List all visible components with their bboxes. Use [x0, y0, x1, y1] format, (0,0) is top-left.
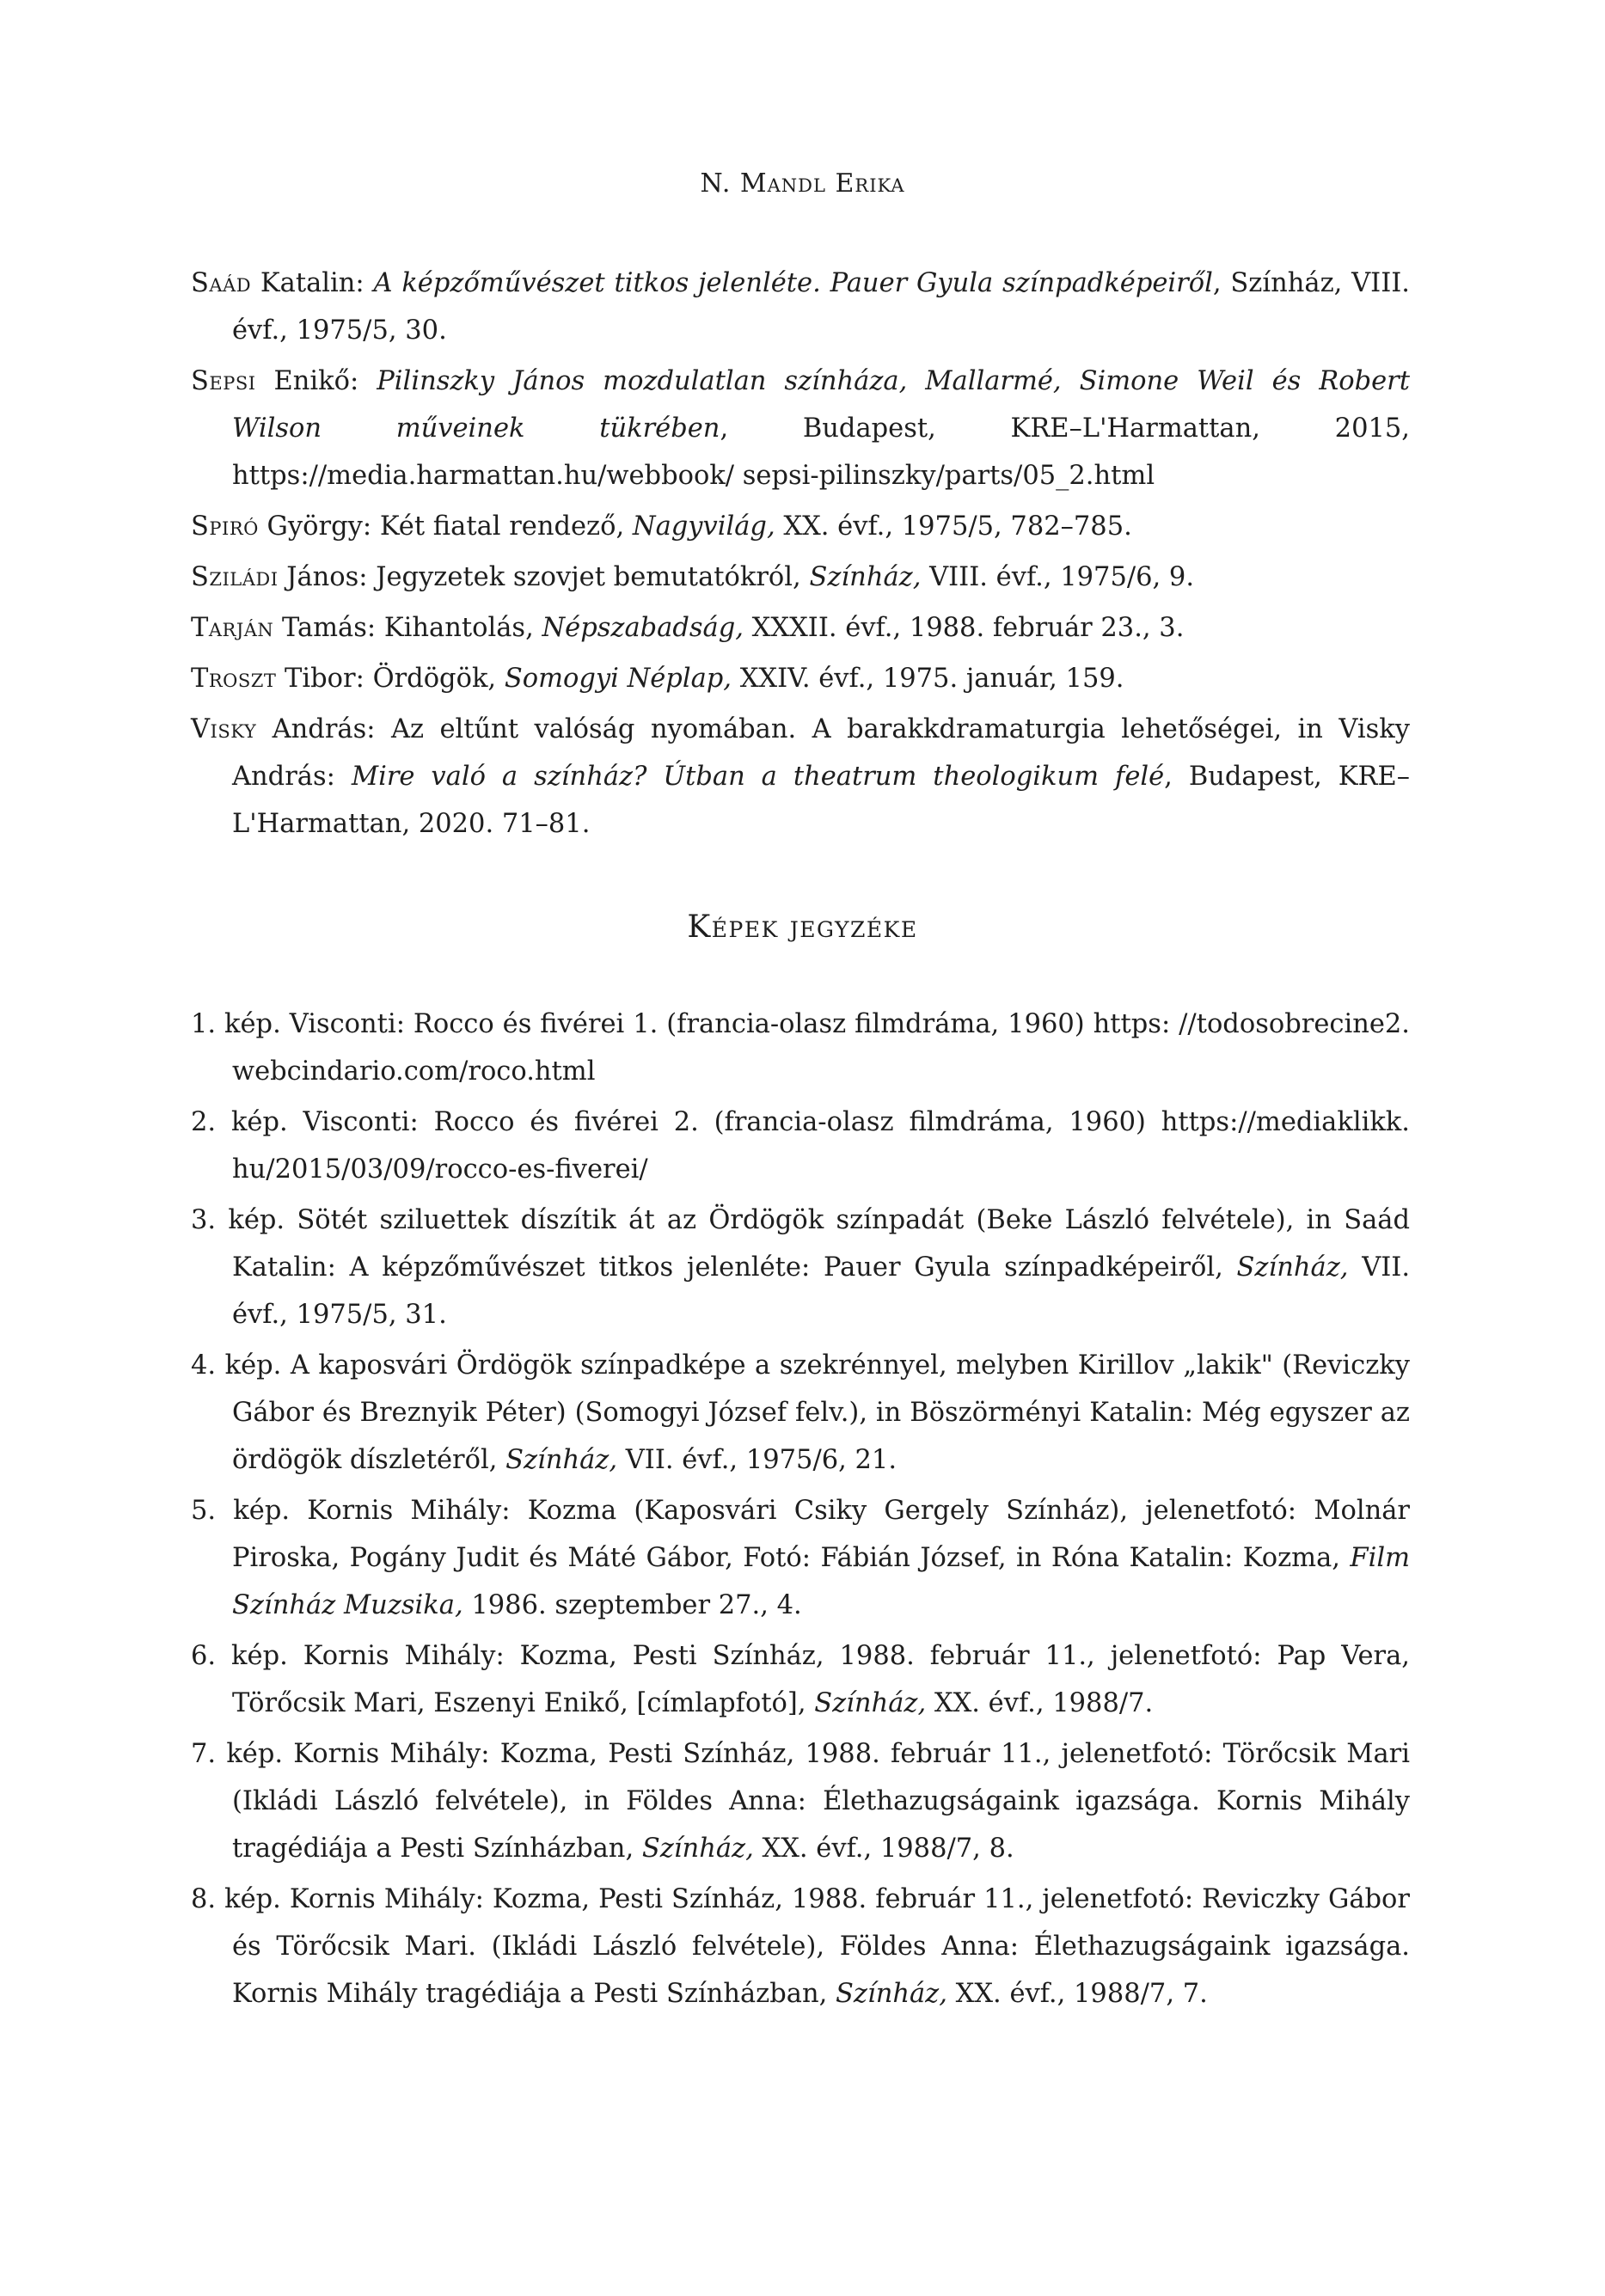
- italic-title: Színház,: [1236, 1252, 1349, 1283]
- italic-title: A képzőművészet titkos jelenléte. Pauer Gyula színpadképeiről: [373, 268, 1213, 298]
- bibliography-entry: [191, 358, 1410, 499]
- bibliography-entry: [191, 503, 1410, 550]
- italic-title: Színház,: [835, 1979, 947, 2009]
- entry-text: Enikő:: [255, 366, 377, 396]
- italic-title: Színház,: [505, 1445, 618, 1475]
- entry-text: XXIV. évf., 1975. január, 159.: [732, 664, 1124, 694]
- italic-title: Somogyi Néplap,: [504, 664, 732, 694]
- figure-entry: [191, 1632, 1410, 1727]
- italic-title: Pilinszky János mozdulatlan színháza, Mallarmé, Simone Weil és Robert Wilson műveinek tükrében: [232, 366, 1410, 444]
- author-surname: Tarján: [191, 613, 274, 643]
- entry-text: 7. kép. Kornis Mihály: Kozma, Pesti Színház, 1988. február 11., jelenetfotó: Törőcsik Mari (Ikládi László felvétele), in Földes Anna: Élethazugságaink igazsága. Kornis Mihály tragédiája a Pesti Színházban,: [191, 1739, 1410, 1864]
- figures-list: [191, 1001, 1410, 2021]
- running-head: N. Mandl Erika: [700, 168, 905, 199]
- author-surname: Sepsi: [191, 366, 256, 396]
- entry-text: , Színház, VIII. évf., 1975/5, 30.: [232, 268, 1410, 346]
- figure-entry: [191, 1876, 1410, 2017]
- figure-entry: [191, 1730, 1410, 1872]
- figure-entry: [191, 1342, 1410, 1484]
- author-surname: Sziládi: [191, 562, 279, 592]
- italic-title: Film Színház Muzsika,: [232, 1543, 1410, 1620]
- section-title: Képek jegyzéke: [687, 909, 918, 945]
- entry-text: Tibor: Ördögök,: [276, 664, 505, 694]
- entry-text: VII. évf., 1975/5, 31.: [232, 1252, 1411, 1330]
- entry-text: XX. évf., 1988/7, 8.: [753, 1834, 1014, 1864]
- entry-text: 6. kép. Kornis Mihály: Kozma, Pesti Színház, 1988. február 11., jelenetfotó: Pap Vera, Törőcsik Mari, Eszenyi Enikő, [címlapfotó],: [191, 1641, 1410, 1718]
- entry-text: , Budapest, KRE–L'Harmattan, 2015, https://media.harmattan.hu/webbook/ sepsi-pilinszky/parts/05_2.html: [232, 413, 1410, 491]
- entry-text: 8. kép. Kornis Mihály: Kozma, Pesti Színház, 1988. február 11., jelenetfotó: Reviczky Gábor és Törőcsik Mari. (Ikládi László felvétele), Földes Anna: Élethazugságaink igazsága. Kornis Mihály tragédiája a Pesti Színházban,: [191, 1884, 1410, 2009]
- entry-text: 3. kép. Sötét sziluettek díszítik át az Ördögök színpadát (Beke László felvétele), in Saád Katalin: A képzőművészet titkos jelenléte: Pauer Gyula színpadképeiről,: [191, 1205, 1410, 1283]
- figure-entry: [191, 1197, 1410, 1338]
- entry-text: György: Két fiatal rendező,: [258, 511, 633, 542]
- entry-text: , Budapest, KRE–L'Harmattan, 2020. 71–81.: [232, 762, 1410, 839]
- entry-text: VII. évf., 1975/6, 21.: [617, 1445, 897, 1475]
- entry-text: 4. kép. A kaposvári Ördögök színpadképe a szekrénnyel, melyben Kirillov „lakik" (Reviczky Gábor és Breznyik Péter) (Somogyi József felv.), in Böszörményi Katalin: Még egyszer az ördögök díszletéről,: [191, 1350, 1410, 1475]
- bibliography-entry: [191, 554, 1410, 601]
- entry-text: 1986. szeptember 27., 4.: [463, 1590, 802, 1620]
- entry-text: XXXII. évf., 1988. február 23., 3.: [743, 613, 1185, 643]
- entry-text: 1. kép. Visconti: Rocco és fivérei 1. (francia-olasz filmdráma, 1960) https: //todosobrecine2. webcindario.com/roco.html: [191, 1009, 1410, 1087]
- author-surname: Spiró: [191, 511, 259, 542]
- author-surname: Saád: [191, 268, 252, 298]
- entry-text: XX. évf., 1988/7, 7.: [946, 1979, 1208, 2009]
- figure-entry: [191, 1001, 1410, 1095]
- entry-text: János: Jegyzetek szovjet bemutatókról,: [278, 562, 810, 592]
- figure-entry: [191, 1487, 1410, 1629]
- entry-text: András: Az eltűnt valóság nyomában. A barakkdramaturgia lehetőségei, in Visky András:: [232, 714, 1410, 792]
- bibliography-entry: [191, 604, 1410, 652]
- entry-text: XX. évf., 1988/7.: [926, 1688, 1154, 1718]
- entry-text: 2. kép. Visconti: Rocco és fivérei 2. (francia-olasz filmdráma, 1960) https://mediaklikk. hu/2015/03/09/rocco-es-fiverei/: [191, 1107, 1410, 1185]
- italic-title: Mire való a színház? Útban a theatrum theologikum felé: [351, 762, 1165, 792]
- bibliography-entry: [191, 260, 1410, 354]
- entry-text: XX. évf., 1975/5, 782–785.: [775, 511, 1132, 542]
- figure-entry: [191, 1099, 1410, 1193]
- bibliography-list: [191, 260, 1410, 851]
- italic-title: Színház,: [814, 1688, 927, 1718]
- italic-title: Színház,: [809, 562, 922, 592]
- italic-title: Színház,: [641, 1834, 754, 1864]
- entry-text: Katalin:: [251, 268, 374, 298]
- author-surname: Visky: [191, 714, 257, 744]
- entry-text: Tamás: Kihantolás,: [273, 613, 542, 643]
- entry-text: VIII. évf., 1975/6, 9.: [921, 562, 1195, 592]
- italic-title: Nagyvilág,: [632, 511, 775, 542]
- bibliography-entry: [191, 655, 1410, 702]
- author-surname: Troszt: [191, 664, 277, 694]
- entry-text: 5. kép. Kornis Mihály: Kozma (Kaposvári Csiky Gergely Színház), jelenetfotó: Molnár Piroska, Pogány Judit és Máté Gábor, Fotó: Fábián József, in Róna Katalin: Kozma,: [191, 1496, 1410, 1573]
- italic-title: Népszabadság,: [542, 613, 744, 643]
- bibliography-entry: [191, 706, 1410, 848]
